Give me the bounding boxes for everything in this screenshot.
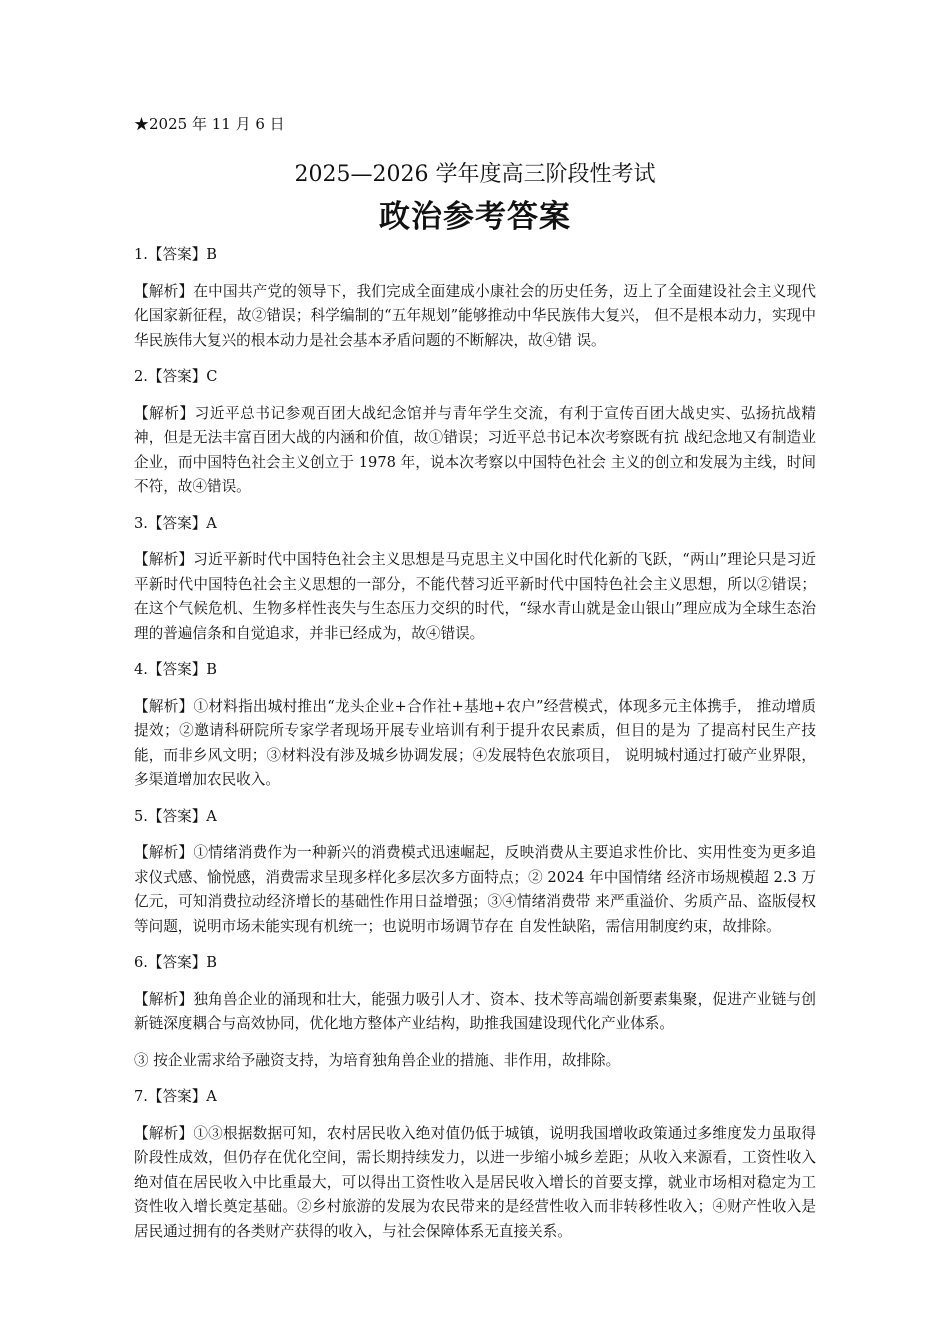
answer-label: 4.【答案】B [134,661,218,678]
explanation: 【解析】独角兽企业的涌现和壮大，能强力吸引人才、资本、技术等高端创新要素集聚，促进产业链与创新链深度耦合与高效协同，优化地方整体产业结构，助推我国建设现代化产业体系。 [134,990,816,1032]
exam-date: ★2025 年 11 月 6 日 [134,115,285,133]
explanation: 【解析】①③根据数据可知，农村居民收入绝对值仍低于城镇，说明我国增收政策通过多维度发力虽取得阶段性成效，但仍存在优化空间，需长期持续发力，以进一步缩小城乡差距；从收入来源看，工资性收入绝对值在居民收入中比重最大，可以得出工资性收入是居民收入增长的首要支撑，就业市场相对稳定为工资性收入增长奠定基础。②乡村旅游的发展为农民带来的是经营性收入而非转移性收入；④财产性收入是居民通过拥有的各类财产获得的收入，与社会保障体系无直接关系。 [134,1124,816,1240]
explanation: 【解析】在中国共产党的领导下，我们完成全面建成小康社会的历史任务，迈上了全面建设社会主义现代化国家新征程，故②错误；科学编制的“五年规划”能够推动中华民族伟大复兴， 但不是根本动力，实现中华民族伟大复兴的根本动力是社会基本矛盾问题的不断解决，故④错 误。 [134,282,816,349]
explanation: 【解析】①材料指出城村推出“龙头企业+合作社+基地+农户”经营模式，体现多元主体携手， 推动增质提效；②邀请科研院所专家学者现场开展专业培训有利于提升农民素质，但目的是为 了提高村民生产技能，而非乡风文明；③材料没有涉及城乡协调发展；④发展特色农旅项目， 说明城村通过打破产业界限，多渠道增加农民收入。 [134,697,816,788]
answer-list [134,243,816,1256]
answer-label: 7.【答案】A [134,1088,217,1105]
explanation: 【解析】习近平总书记参观百团大战纪念馆并与青年学生交流，有利于宣传百团大战史实、弘扬抗战精神，但是无法丰富百团大战的内涵和价值，故①错误；习近平总书记本次考察既有抗 战纪念地又有制造业企业，而中国特色社会主义创立于 1978 年，说本次考察以中国特色社会 主义的创立和发展为主线，时间不符，故④错误。 [134,404,816,495]
exam-title: 2025—2026 学年度高三阶段性考试 [294,162,656,187]
answer-label: 5.【答案】A [134,807,217,825]
explanation-note: ③ 按企业需求给予融资支持，为培育独角兽企业的措施、非作用，故排除。 [134,1051,621,1069]
answer-label: 1.【答案】B [134,246,218,263]
explanation: 【解析】习近平新时代中国特色社会主义思想是马克思主义中国化时代化新的飞跃，“两山”理论只是习近平新时代中国特色社会主义思想的一部分，不能代替习近平新时代中国特色社会主义思想，所以②错误；在这个气候危机、生物多样性丧失与生态压力交织的时代，“绿水青山就是金山银山”理应成为全球生态治理的普遍信条和自觉追求，并非已经成为，故④错误。 [134,551,816,642]
answer-label: 3.【答案】A [134,514,217,532]
answer-label: 2.【答案】C [134,368,218,385]
answer-label: 6.【答案】B [134,954,218,971]
explanation: 【解析】①情绪消费作为一种新兴的消费模式迅速崛起，反映消费从主要追求性价比、实用性变为更多追求仪式感、愉悦感，消费需求呈现多样化多层次多方面特点；② 2024 年中国情绪 经济市场规模超 2.3 万亿元，可知消费拉动经济增长的基础性作用日益增强；③④情绪消费带 来严重溢价、劣质产品、盗版侵权等问题，说明市场未能实现有机统一；也说明市场调节存在 自发性缺陷，需信用制度约束，故排除。 [134,844,816,935]
subject-title: 政治参考答案 [379,199,571,235]
